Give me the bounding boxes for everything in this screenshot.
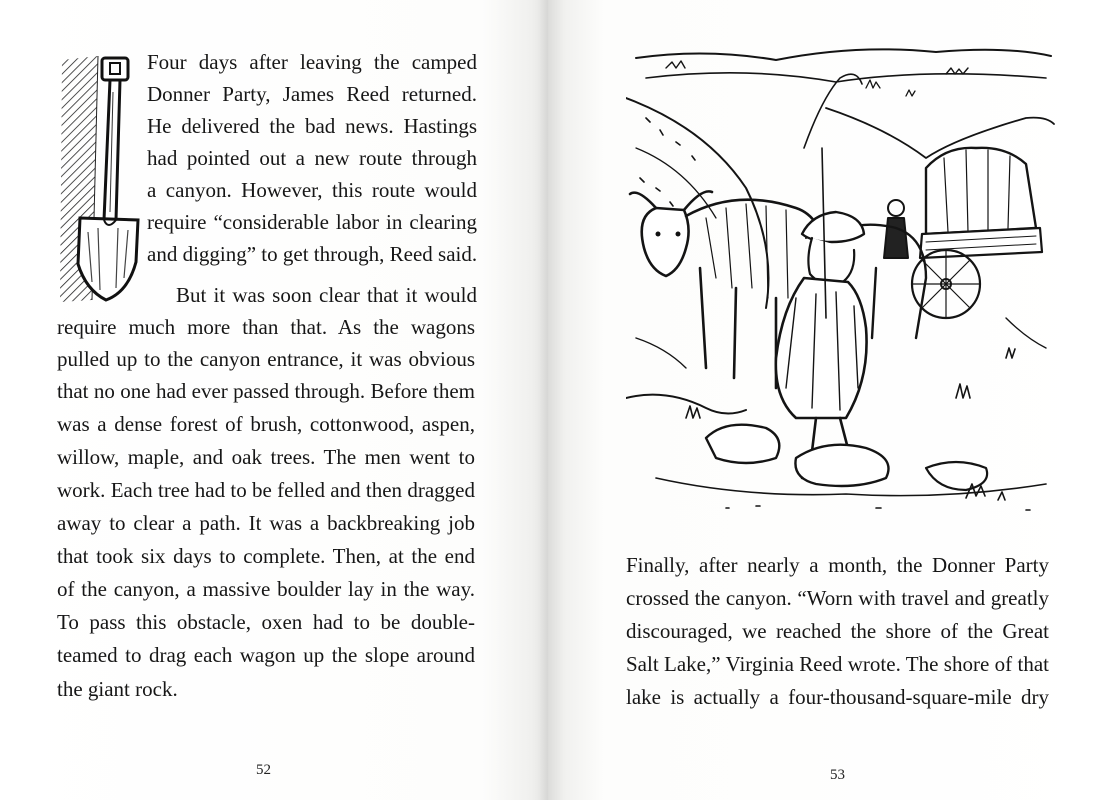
- text-line: a canyon. However, this route would: [147, 178, 477, 202]
- text-line: require “considerable labor in clearing: [147, 210, 477, 234]
- text-line: teamed to drag each wagon up the slope around: [57, 643, 475, 667]
- text-line: Four days after leaving the camped: [147, 50, 477, 74]
- text-line: To pass this obstacle, oxen had to be double-: [57, 610, 475, 634]
- text-line: pulled up to the canyon entrance, it was obvious: [57, 347, 475, 371]
- text-line: crossed the canyon. “Worn with travel and greatly: [626, 586, 1049, 610]
- left-page: [0, 0, 548, 800]
- text-line: Finally, after nearly a month, the Donner Party: [626, 553, 1049, 577]
- page-number: 53: [830, 767, 845, 783]
- text-line: work. Each tree had to be felled and then dragged: [57, 478, 475, 502]
- text-line: But it was soon clear that it would: [176, 283, 477, 307]
- text-line: require much more than that. As the wagons: [57, 315, 475, 339]
- donner-party-canyon-illustration: [626, 38, 1056, 518]
- page-number: 52: [256, 762, 271, 778]
- right-page: [548, 0, 1108, 800]
- text-line: away to clear a path. It was a backbreaking job: [57, 511, 475, 535]
- text-line: lake is actually a four-thousand-square-mile dry: [626, 685, 1049, 709]
- text-line: had pointed out a new route through: [147, 146, 477, 170]
- text-line: willow, maple, and oak trees. The men went to: [57, 445, 475, 469]
- text-line: and digging” to get through, Reed said.: [147, 242, 478, 266]
- text-line: was a dense forest of brush, cottonwood, aspen,: [57, 412, 475, 436]
- text-line: He delivered the bad news. Hastings: [147, 114, 477, 138]
- drop-cap-shovel-illustration: [58, 52, 140, 304]
- text-line: that no one had ever passed through. Before them: [57, 379, 475, 403]
- text-line: that took six days to complete. Then, at the end: [57, 544, 475, 568]
- text-line: Donner Party, James Reed returned.: [147, 82, 477, 106]
- text-line: the giant rock.: [57, 677, 178, 701]
- text-line: Salt Lake,” Virginia Reed wrote. The shore of that: [626, 652, 1049, 676]
- text-line: discouraged, we reached the shore of the Great: [626, 619, 1049, 643]
- text-line: of the canyon, a massive boulder lay in the way.: [57, 577, 475, 601]
